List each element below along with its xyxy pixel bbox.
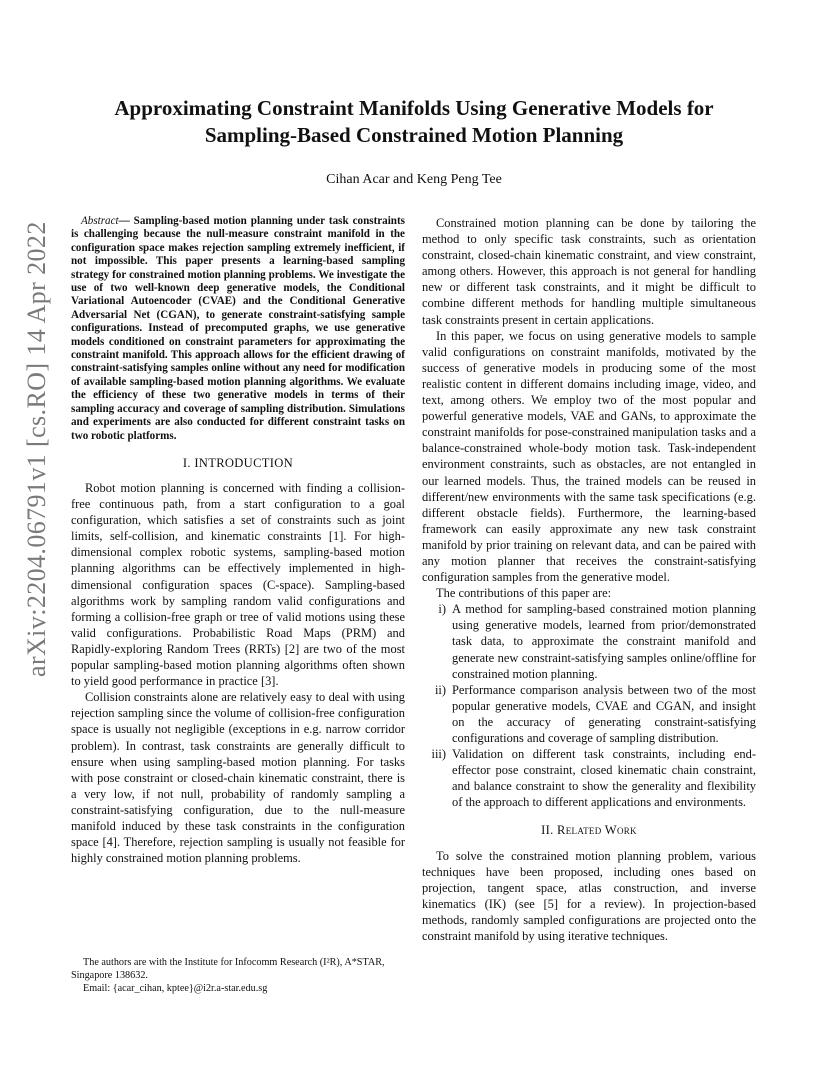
abstract — [71, 215, 405, 443]
list-item-number: iii) — [431, 747, 446, 762]
list-item-text: Validation on different task constraints, including end-effector pose constraint, closed kinematic chain constraint, and balance constraint to show the generality and flexibility of the approach to different applications and environments. — [452, 747, 756, 810]
paper-authors: Cihan Acar and Keng Peng Tee — [326, 172, 502, 187]
intro-paragraph-2: Collision constraints alone are relatively easy to deal with using rejection sampling since the volume of collision-free configuration space is usually not negligible (exceptions in e.g. narrow corridor problem). In contrast, task constraints are generally difficult to ensure when using sampling-based motion planning. For tasks with pose constraint or closed-chain kinematic constraint, there is a very low, if not null, probability of randomly sampling a constraint-satisfying configuration, due to the null-measure manifold induced by these task constraints in the configuration space [4]. Therefore, rejection sampling is usually not feasible for highly constrained motion planning problems. — [71, 690, 405, 866]
list-item-number: ii) — [434, 682, 446, 697]
footnote-affiliation: The authors are with the Institute for Infocomm Research (I²R), A*STAR, Singapore 138632. — [71, 957, 385, 982]
paper-title-line-2: Sampling-Based Constrained Motion Planning — [204, 123, 624, 147]
list-item-text: A method for sampling-based constrained motion planning using generative models, learned from prior/demonstrated task data, to approximate the constraint manifold and generate new constraint-satisfying samples online/offline for constrained motion planning. — [452, 602, 756, 681]
section-heading-related-work: II. Related Work — [541, 823, 637, 838]
section-heading-introduction: I. INTRODUCTION — [182, 455, 294, 470]
list-item — [422, 746, 756, 810]
right-paragraph-2: In this paper, we focus on using generative models to sample valid configurations on constraint manifolds, motivated by the success of generative models in producing some of the most realistic content in different domains including image, video, and text, among others. We employ two of the most popular and powerful generative models, VAE and GANs, to approximate the constraint manifolds for pose-constrained manipulation tasks and a balance-constrained whole-body motion task. Task-independent environment constraints, such as obstacles, are not entangled in our learned models. Thus, the trained models can be reused in different/new environments with the same task specifications (e.g. different obstacle fields). Furthermore, the learning-based framework can easily approximate any new task constraint manifold by prior training on relevant data, and can be paired with any motion planner that receives the constraint-satisfying configuration samples from the generative model. — [422, 328, 756, 585]
author-footnote — [71, 956, 405, 996]
footnote-email: Email: {acar_cihan, kptee}@i2r.a-star.edu.sg — [83, 983, 268, 995]
paper-title — [60, 95, 768, 149]
paper-title-line-1: Approximating Constraint Manifolds Using Generative Models for — [114, 96, 714, 120]
list-item — [422, 601, 756, 681]
abstract-text: — Sampling-based motion planning under task constraints is challenging because the null-measure constraint manifold in the configuration space makes rejection sampling extremely inefficient, if not impossible. This paper presents a learning-based sampling strategy for constrained motion planning problems. We investigate the use of two well-known deep generative models, the Conditional Variational Autoencoder (CVAE) and the Conditional Generative Adversarial Net (CGAN), to generate constraint-satisfying sample configurations. Instead of precomputed graphs, we use generative models conditioned on constraint parameters for approximating the constraint manifold. This approach allows for the efficient drawing of constraint-satisfying samples online without any need for modification of available sampling-based motion planning algorithms. We evaluate the efficiency of these two generative models in terms of their sampling accuracy and coverage of sampling distribution. Simulations and experiments are also conducted for different constraint tasks on two robotic platforms. — [71, 215, 405, 442]
abstract-label: Abstract — [81, 215, 119, 227]
list-item-number: i) — [438, 602, 446, 617]
right-paragraph-1: Constrained motion planning can be done by tailoring the method to only specific task constraints, such as orientation constraint, closed-chain kinematic constraint, and view constraint, among others. However, this approach is not general for handling new or different task constraints, and it might be difficult to combine different methods for handling multiple simultaneous task constraints present in certain applications. — [422, 216, 756, 327]
right-column — [422, 215, 756, 944]
related-work-paragraph: To solve the constrained motion planning problem, various techniques have been proposed, including ones based on projection, tangent space, atlas construction, and inverse kinematics (IK) (see [5] for a review). In projection-based methods, randomly sampled configurations are projected onto the constraint manifold by using iterative techniques. — [422, 848, 756, 944]
list-item — [422, 682, 756, 746]
contributions-intro: The contributions of this paper are: — [436, 586, 612, 601]
contributions-list — [422, 601, 756, 810]
intro-paragraph-1: Robot motion planning is concerned with finding a collision-free continuous path, from a start configuration to a goal configuration, which satisfies a set of constraints such as joint limits, self-collision, and kinematic constraints [1]. For high-dimensional complex robotic systems, sampling-based motion planning algorithms can be effectively implemented in high-dimensional configuration spaces (C-space). Sampling-based algorithms work by sampling random valid configurations and forming a collision-free graph or tree of valid motions using these valid configurations. Probabilistic Road Maps (PRM) and Rapidly-exploring Random Trees (RRTs) [2] are two of the most popular sampling-based motion planning algorithms often shown to yield good performance in practice [3]. — [71, 481, 405, 689]
list-item-text: Performance comparison analysis between two of the most popular generative models, CVAE and CGAN, and insight on the accuracy of generating constraint-satisfying configurations and coverage of sampling distribution. — [452, 682, 756, 745]
left-column — [71, 215, 405, 866]
arxiv-identifier-stamp: arXiv:2204.06791v1 [cs.RO] 14 Apr 2022 — [22, 221, 51, 677]
